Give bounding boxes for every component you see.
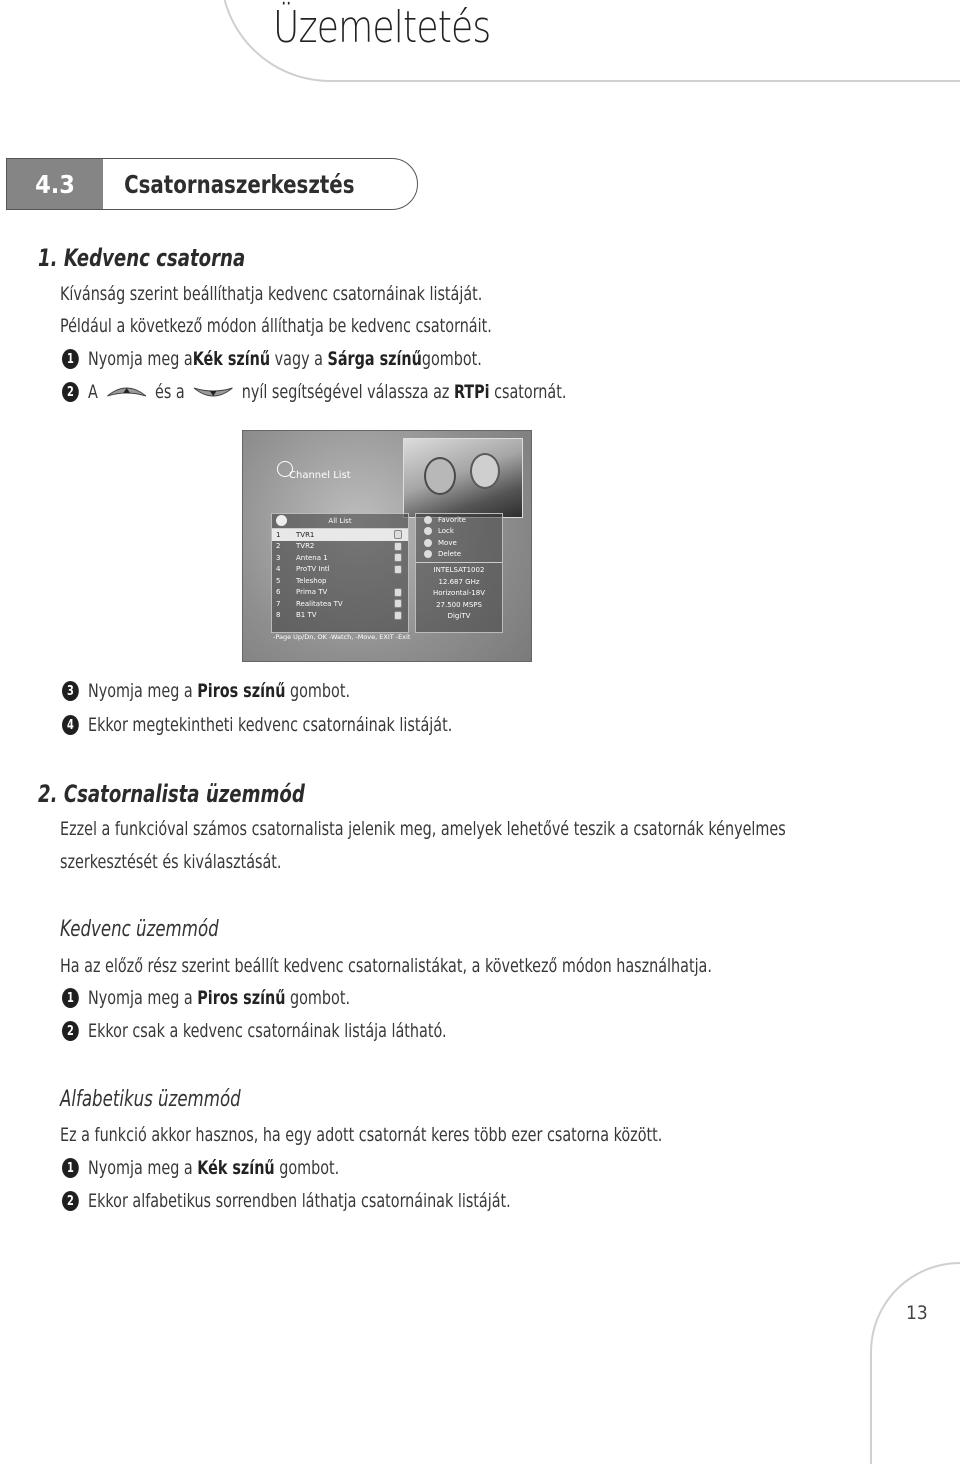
heading-channel-list-mode: 2. Csatornalista üzemmód bbox=[38, 780, 305, 808]
menu-label: Delete bbox=[438, 550, 461, 559]
step-number-badge: 4 bbox=[62, 715, 79, 735]
paragraph: szerkesztését és kiválasztását. bbox=[60, 851, 282, 873]
lock-icon bbox=[394, 565, 402, 574]
channel-number: 2 bbox=[276, 542, 281, 551]
step-text: gombot. bbox=[421, 348, 482, 370]
step-bold: RTPi bbox=[453, 381, 490, 403]
channel-row bbox=[272, 552, 408, 564]
channel-name: Teleshop bbox=[296, 576, 327, 585]
step-number-badge: 2 bbox=[62, 382, 79, 402]
lock-icon bbox=[394, 611, 402, 620]
channel-name: B1 TV bbox=[296, 611, 317, 620]
step-text: csatornát. bbox=[489, 381, 567, 403]
color-key-icon bbox=[424, 527, 432, 535]
channel-number: 5 bbox=[276, 576, 281, 585]
step-text: Ekkor megtekintheti kedvenc csatornáinak listáját. bbox=[88, 714, 453, 736]
menu-item bbox=[416, 549, 502, 561]
step-text: nyíl segítségével válassza az bbox=[241, 381, 454, 403]
step-number-badge: 1 bbox=[62, 1158, 79, 1178]
step-text: gombot. bbox=[285, 680, 351, 702]
step-number-badge: 2 bbox=[62, 1021, 79, 1041]
heading-favorite-mode: Kedvenc üzemmód bbox=[60, 917, 219, 942]
channel-row bbox=[272, 541, 408, 553]
lock-icon bbox=[394, 599, 402, 608]
paragraph: Ezzel a funkcióval számos csatornalista jelenik meg, amelyek lehetővé teszik a csatornák kényelmes bbox=[60, 818, 786, 840]
channel-row bbox=[272, 610, 408, 622]
paragraph: Ha az előző rész szerint beállít kedvenc csatornalistákat, a következő módon használhatja. bbox=[60, 955, 712, 977]
step-item bbox=[62, 1157, 339, 1179]
polarization-info: Horizontal-18V bbox=[433, 589, 485, 597]
step-item bbox=[62, 1190, 511, 1212]
step-text: vagy a bbox=[270, 348, 328, 370]
paragraph: Kívánság szerint beállíthatja kedvenc csatornáinak listáját. bbox=[60, 283, 483, 305]
footer-decoration bbox=[870, 1262, 960, 1464]
provider-info: DigiTV bbox=[447, 612, 471, 620]
channel-row bbox=[272, 598, 408, 610]
tv-preview-image bbox=[403, 438, 523, 518]
channel-number: 1 bbox=[276, 530, 281, 539]
channel-name: Prima TV bbox=[296, 588, 328, 597]
screen-title: Channel List bbox=[289, 470, 351, 481]
paragraph: Például a következő módon állíthatja be kedvenc csatornáit. bbox=[60, 315, 492, 337]
divider bbox=[416, 562, 502, 563]
menu-label: Lock bbox=[438, 527, 454, 536]
channel-row bbox=[272, 587, 408, 599]
step-text: Nyomja meg a bbox=[88, 987, 198, 1009]
channel-number: 4 bbox=[276, 565, 281, 574]
satellite-info: INTELSAT1002 bbox=[433, 566, 485, 574]
section-bar bbox=[6, 158, 418, 210]
step-text: és a bbox=[154, 381, 185, 403]
menu-label: Favorite bbox=[438, 515, 466, 524]
step-item bbox=[62, 381, 566, 403]
frequency-info: 12.687 GHz bbox=[438, 577, 480, 586]
channel-name: ProTV Intl bbox=[296, 565, 330, 574]
channel-list-screenshot bbox=[242, 430, 532, 662]
step-item bbox=[62, 714, 452, 736]
page-number: 13 bbox=[906, 1302, 928, 1324]
color-key-icon bbox=[424, 539, 432, 547]
step-text: Nyomja meg a bbox=[88, 348, 193, 370]
channel-row bbox=[272, 575, 408, 587]
step-text: Nyomja meg a bbox=[88, 680, 198, 702]
step-bold: Piros színű bbox=[197, 987, 286, 1009]
step-item bbox=[62, 348, 482, 370]
channel-name: Realitatea TV bbox=[296, 599, 343, 608]
menu-item bbox=[416, 526, 502, 538]
options-panel bbox=[415, 513, 503, 633]
channel-number: 8 bbox=[276, 611, 281, 620]
color-key-icon bbox=[424, 516, 432, 524]
lock-icon bbox=[394, 588, 402, 597]
paragraph: Ez a funkció akkor hasznos, ha egy adott csatornát keres több ezer csatorna között. bbox=[60, 1124, 663, 1146]
step-text: A bbox=[88, 381, 98, 403]
lock-icon bbox=[394, 530, 402, 539]
menu-item bbox=[416, 537, 502, 549]
list-header bbox=[272, 514, 408, 529]
step-number-badge: 3 bbox=[62, 681, 79, 701]
preview-figure bbox=[470, 453, 500, 489]
step-item bbox=[62, 680, 350, 702]
channel-row bbox=[272, 529, 408, 541]
heading-alphabetic-mode: Alfabetikus üzemmód bbox=[60, 1087, 241, 1112]
lock-icon bbox=[394, 542, 402, 551]
channel-number: 6 bbox=[276, 588, 281, 597]
step-text: Nyomja meg a bbox=[88, 1157, 198, 1179]
step-bold: Kék színű bbox=[192, 348, 271, 370]
preview-figure bbox=[424, 457, 456, 495]
section-title: Csatornaszerkesztés bbox=[124, 169, 355, 199]
step-bold: Piros színű bbox=[197, 680, 286, 702]
step-number-badge: 2 bbox=[62, 1191, 79, 1211]
up-arrow-button-icon bbox=[105, 384, 149, 400]
step-item bbox=[62, 987, 350, 1009]
channel-name: Antena 1 bbox=[296, 553, 328, 562]
screen-footer-help: -Page Up/Dn, OK -Watch, -Move, EXIT -Exit bbox=[273, 633, 411, 641]
step-text: Ekkor alfabetikus sorrendben láthatja csatornáinak listáját. bbox=[88, 1190, 511, 1212]
step-text: gombot. bbox=[285, 987, 351, 1009]
channel-row bbox=[272, 564, 408, 576]
down-arrow-button-icon bbox=[191, 384, 235, 400]
step-text: Ekkor csak a kedvenc csatornáinak listája látható. bbox=[88, 1020, 447, 1042]
section-number: 4.3 bbox=[7, 159, 103, 209]
page-title: Üzemeltetés bbox=[273, 2, 491, 53]
lock-icon bbox=[394, 553, 402, 562]
channel-name: TVR2 bbox=[296, 542, 315, 551]
step-text: gombot. bbox=[274, 1157, 340, 1179]
step-bold: Kék színű bbox=[197, 1157, 275, 1179]
list-title: All List bbox=[328, 517, 352, 525]
channel-number: 7 bbox=[276, 599, 281, 608]
channel-name: TVR1 bbox=[296, 530, 315, 539]
a-button-icon bbox=[276, 515, 287, 526]
color-key-icon bbox=[424, 550, 432, 558]
step-item bbox=[62, 1020, 447, 1042]
symbol-rate-info: 27.500 MSPS bbox=[436, 600, 482, 609]
step-number-badge: 1 bbox=[62, 349, 79, 369]
channel-number: 3 bbox=[276, 553, 281, 562]
heading-favorite-channel: 1. Kedvenc csatorna bbox=[38, 244, 246, 272]
menu-label: Move bbox=[438, 538, 457, 547]
step-number-badge: 1 bbox=[62, 988, 79, 1008]
step-bold: Sárga színű bbox=[327, 348, 422, 370]
channel-list-panel bbox=[271, 513, 409, 633]
menu-item bbox=[416, 514, 502, 526]
